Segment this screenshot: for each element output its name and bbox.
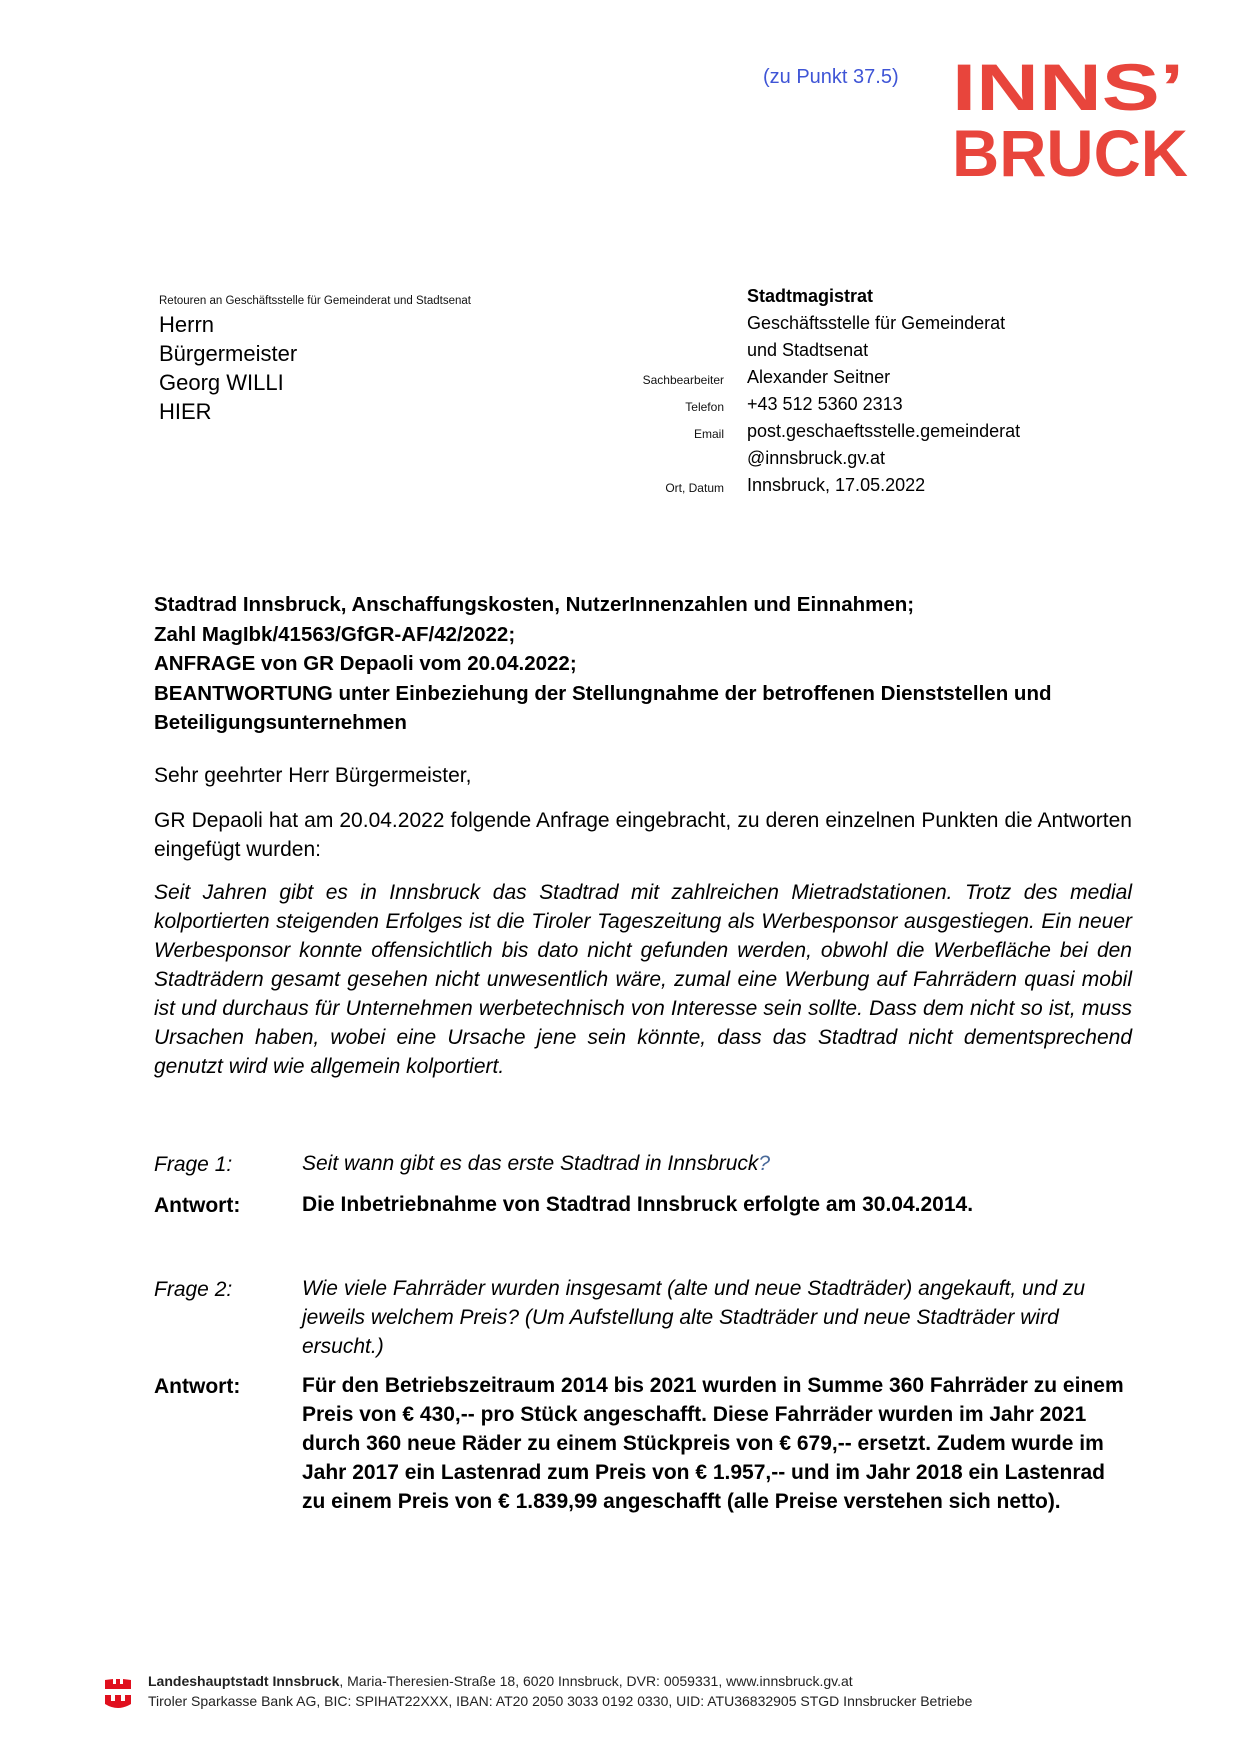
answer-label: Antwort: [154,1194,241,1217]
return-address: Retouren an Geschäftsstelle für Gemeinderat und Stadtsenat [159,295,471,307]
clerk-label: Sachbearbeiter [642,373,724,387]
agenda-reference: (zu Punkt 37.5) [763,66,899,88]
recipient-line: Georg WILLI [159,370,284,395]
question-text [302,1149,1132,1178]
svg-text:BRUCK: BRUCK [952,116,1189,182]
footer-org-name: Landeshauptstadt Innsbruck [148,1673,340,1689]
subject-line: BEANTWORTUNG unter Einbeziehung der Stellungnahme der betroffenen Dienststellen und Beteiligungsunternehmen [154,681,1052,734]
phone-label: Telefon [685,400,724,414]
footer-address-rest: , Maria-Theresien-Straße 18, 6020 Innsbruck, DVR: 0059331, www.innsbruck.gv.at [339,1673,853,1689]
sender-dept: und Stadtsenat [747,340,869,360]
sender-org: Stadtmagistrat [747,286,874,306]
recipient-line: Herrn [159,312,215,337]
recipient-line: Bürgermeister [159,341,298,366]
footer-bank-details: Tiroler Sparkasse Bank AG, BIC: SPIHAT22XXX, IBAN: AT20 2050 3033 0192 0330, UID: ATU36832905 STGD Innsbrucker Betriebe [148,1693,973,1709]
place-date: Innsbruck, 17.05.2022 [747,475,926,495]
salutation: Sehr geehrter Herr Bürgermeister, [154,764,472,787]
footer-address [148,1673,853,1689]
question-label: Frage 2: [154,1278,233,1301]
intro-paragraph: GR Depaoli hat am 20.04.2022 folgende Anfrage eingebracht, zu deren einzelnen Punkten die Antworten eingefügt wurden: [154,809,1132,861]
question-mark: ? [758,1152,771,1175]
answer-label: Antwort: [154,1375,241,1398]
clerk-name: Alexander Seitner [747,367,891,387]
svg-text:INNS’: INNS’ [952,52,1184,124]
question-label: Frage 1: [154,1153,233,1176]
place-date-label: Ort, Datum [665,481,724,495]
question-text-body: Seit wann gibt es das erste Stadtrad in Innsbruck [302,1152,759,1175]
email-address: post.geschaeftsstelle.gemeinderat [747,421,1021,441]
subject-line: Zahl MagIbk/41563/GfGR-AF/42/2022; [154,622,516,646]
inquiry-quote: Seit Jahren gibt es in Innsbruck das Stadtrad mit zahlreichen Mietradstationen. Trotz des medial kolportierten steigenden Erfolges ist die Tiroler Tageszeitung als Werbesponsor ausgestiegen. Ein neuer Werbesponsor konnte offensichtlich bis dato nicht gefunden werden, obwohl die Werbefläche bei den Stadträdern gesamt gesehen nicht unwesentlich wäre, zumal eine Werbung auf Fahrrädern quasi mobil ist und durchaus für Unternehmen werbetechnisch von Interesse sein sollte. Dass dem nicht so ist, muss Ursachen haben, wobei eine Ursache jene sein könnte, dass das Stadtrad nicht dementsprechend genutzt wird wie allgemein kolportiert. [154,881,1132,1078]
email-label: Email [693,427,724,441]
innsbruck-logo [952,52,1192,182]
subject-line: Stadtrad Innsbruck, Anschaffungskosten, NutzerInnenzahlen und Einnahmen; [154,593,915,616]
sender-dept: Geschäftsstelle für Gemeinderat [747,313,1006,333]
subject-heading [154,590,1114,738]
answer-text: Für den Betriebszeitraum 2014 bis 2021 wurden in Summe 360 Fahrräder zu einem Preis von € 430,-- pro Stück angeschafft. Diese Fahrräder wurden im Jahr 2021 durch 360 neue Räder zu einem Stückpreis von € 679,-- ersetzt. Zudem wurde im Jahr 2017 ein Lastenrad zum Preis von € 1.957,-- und im Jahr 2018 ein Lastenrad zu einem Preis von € 1.839,99 angeschafft (alle Preise verstehen sich netto). [302,1374,1124,1513]
phone-number: +43 512 5360 2313 [747,394,903,414]
answer-text: Die Inbetriebnahme von Stadtrad Innsbruck erfolgte am 30.04.2014. [302,1193,974,1216]
subject-line: ANFRAGE von GR Depaoli vom 20.04.2022; [154,652,577,675]
recipient-line: HIER [159,399,212,424]
city-coat-of-arms-icon [104,1676,132,1710]
question-text: Wie viele Fahrräder wurden insgesamt (alte und neue Stadträder) angekauft, und zu jeweils welchem Preis? (Um Aufstellung alte Stadträder und neue Stadträder wird ersucht.) [302,1277,1086,1358]
email-address: @innsbruck.gv.at [747,448,885,468]
